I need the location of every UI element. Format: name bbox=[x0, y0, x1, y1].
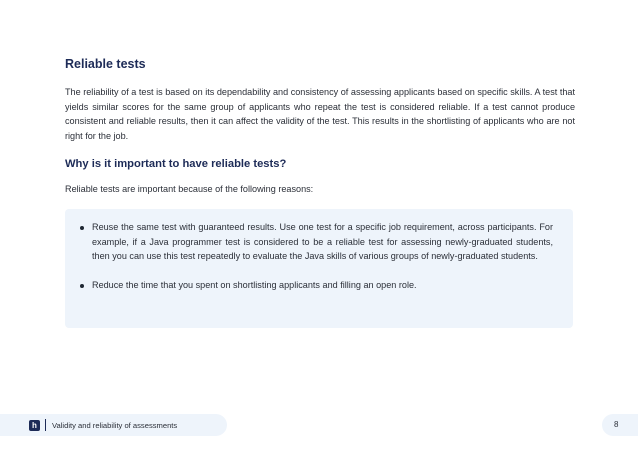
list-item bbox=[80, 278, 553, 293]
footer-document-title: Validity and reliability of assessments bbox=[52, 420, 178, 430]
subsection-title: Why is it important to have reliable tests? bbox=[65, 158, 287, 170]
bullet-text: Reduce the time that you spent on shortlisting applicants and filling an open role. bbox=[92, 279, 417, 290]
bullet-dot-icon bbox=[80, 226, 84, 230]
section-title: Reliable tests bbox=[65, 57, 146, 71]
bullet-text: Reuse the same test with guaranteed results. Use one test for a specific job requirement, across participants. For example, if a Java programmer test is considered to be a reliable test for assessing newly-graduated students, then you can use this test repeatedly to evaluate the Java skills of various groups of newly-graduated students. bbox=[92, 222, 553, 261]
section-paragraph: The reliability of a test is based on its dependability and consistency of assessing applicants based on specific skills. A test that yields similar scores for the same group of applicants who repeat the test is considered reliable. If a test cannot produce consistent and reliable results, then it can affect the validity of the test. This results in the shortlisting of applicants who are not right for the job. bbox=[65, 87, 575, 141]
page-content bbox=[65, 56, 575, 196]
brand-logo-icon: h bbox=[29, 420, 40, 431]
page-number: 8 bbox=[602, 414, 638, 436]
reasons-callout-box bbox=[65, 209, 573, 328]
footer-divider bbox=[45, 419, 46, 431]
footer-document-label bbox=[0, 414, 227, 436]
bullet-dot-icon bbox=[80, 284, 84, 288]
list-item bbox=[80, 220, 553, 264]
subsection-intro: Reliable tests are important because of the following reasons: bbox=[65, 184, 314, 194]
